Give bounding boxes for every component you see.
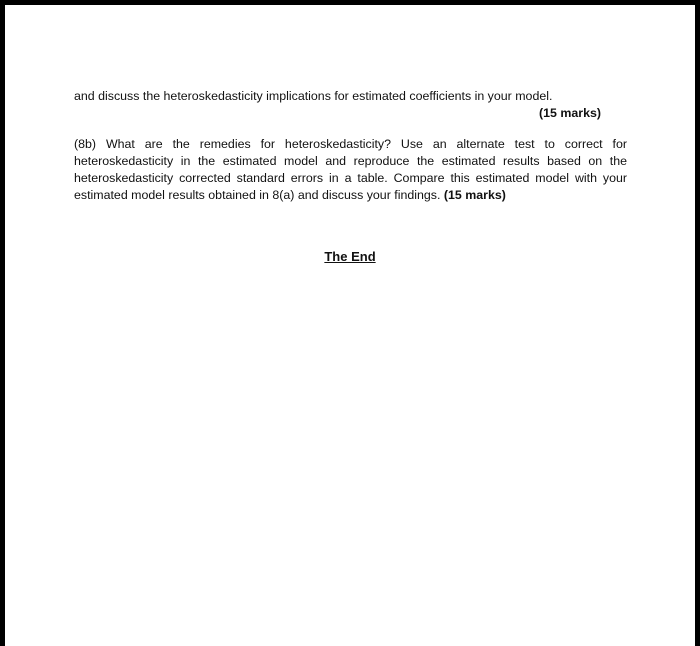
the-end-heading: The End [324, 249, 376, 264]
question-8a-marks: (15 marks) [539, 106, 601, 120]
question-8b-marks: (15 marks) [443, 188, 506, 202]
question-8b-text: (8b) What are the remedies for heteroskedasticity? Use an alternate test to correct for heteroskedasticity in the estimated model and reproduce the estimated results based on the heteroskedasticity corrected standard errors in a table. Compare this estimated model with your estimated model results obtained in 8(a) and discuss your findings. [74, 137, 627, 202]
document-page [5, 5, 695, 646]
question-8b [74, 136, 627, 204]
question-content [74, 88, 627, 204]
question-8a-continuation: and discuss the heteroskedasticity implications for estimated coefficients in your model. [74, 89, 553, 103]
